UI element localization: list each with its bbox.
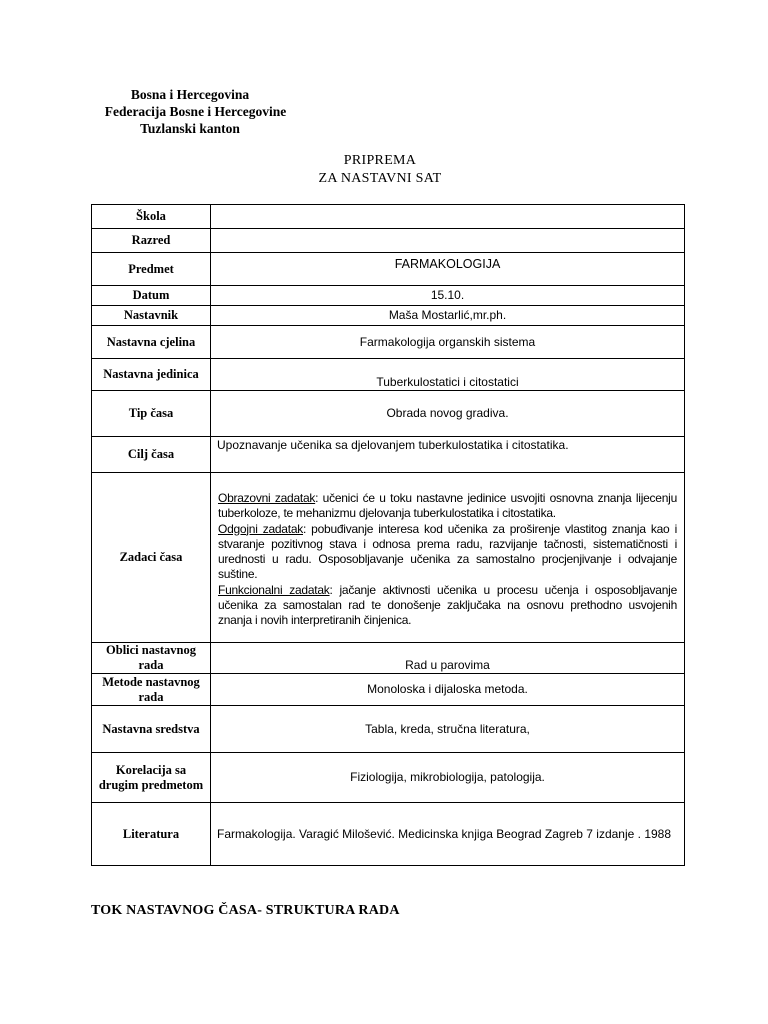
label-zadaci: Zadaci časa (92, 473, 211, 643)
label-datum: Datum (92, 286, 211, 306)
label-tip: Tip časa (92, 391, 211, 437)
row-zadaci (92, 473, 685, 643)
row-sredstva (92, 706, 685, 753)
value-tip: Obrada novog gradiva. (211, 391, 685, 437)
lesson-plan-table (91, 204, 685, 866)
row-datum (92, 286, 685, 306)
value-cjelina: Farmakologija organskih sistema (211, 326, 685, 359)
value-skola (211, 205, 685, 229)
row-tip (92, 391, 685, 437)
value-predmet: FARMAKOLOGIJA (211, 253, 685, 286)
row-razred (92, 229, 685, 253)
row-metode (92, 674, 685, 706)
value-razred (211, 229, 685, 253)
value-datum: 15.10. (211, 286, 685, 306)
label-metode: Metode nastavnog rada (92, 674, 211, 706)
zadaci-paragraph (211, 473, 684, 629)
value-metode: Monoloska i dijaloska metoda. (211, 674, 685, 706)
label-oblici: Oblici nastavnog rada (92, 643, 211, 674)
section-heading: TOK NASTAVNOG ČASA- STRUKTURA RADA (91, 903, 400, 918)
value-zadaci (211, 473, 685, 643)
funkcionalni-text: : jačanje aktivnosti učenika u procesu učenja i osposobljavanje učenika za samostalan rad te donošenje zaključaka na osnovu prethodno usvojenih znanja i novih interpretiranih činjenica. (218, 582, 677, 628)
value-korelacija: Fiziologija, mikrobiologija, patologija. (211, 753, 685, 803)
document-subtitle: ZA NASTAVNI SAT (318, 171, 442, 186)
header-canton: Tuzlanski kanton (140, 121, 240, 136)
obrazovni-text: : učenici će u toku nastavne jedinice usvojiti osnovna znanja lijecenju tuberkoloze, te mehanizmu djelovanja tuberkulostatika i citostatika. (218, 491, 677, 521)
label-jedinica: Nastavna jedinica (92, 359, 211, 391)
row-cjelina (92, 326, 685, 359)
label-razred: Razred (92, 229, 211, 253)
odgojni-label: Odgojni zadatak (218, 521, 303, 536)
header-federation: Federacija Bosne i Hercegovine (104, 104, 287, 119)
value-cilj: Upoznavanje učenika sa djelovanjem tuberkulostatika i citostatika. (211, 437, 685, 473)
value-literatura: Farmakologija. Varagić Milošević. Medicinska knjiga Beograd Zagreb 7 izdanje . 1988 (211, 803, 685, 866)
label-predmet: Predmet (92, 253, 211, 286)
label-nastavnik: Nastavnik (92, 306, 211, 326)
label-sredstva: Nastavna sredstva (92, 706, 211, 753)
value-jedinica: Tuberkulostatici i citostatici (211, 359, 685, 391)
label-skola: Škola (92, 205, 211, 229)
row-nastavnik (92, 306, 685, 326)
row-jedinica (92, 359, 685, 391)
value-oblici: Rad u parovima (211, 643, 685, 674)
header-country: Bosna i Hercegovina (130, 87, 250, 102)
value-nastavnik: Maša Mostarlić,mr.ph. (211, 306, 685, 326)
row-literatura (92, 803, 685, 866)
value-sredstva: Tabla, kreda, stručna literatura, (211, 706, 685, 753)
row-cilj (92, 437, 685, 473)
label-cjelina: Nastavna cjelina (92, 326, 211, 359)
row-oblici (92, 643, 685, 674)
row-predmet (92, 253, 685, 286)
document-title: PRIPREMA (343, 153, 417, 168)
row-korelacija (92, 753, 685, 803)
label-cilj: Cilj časa (92, 437, 211, 473)
odgojni-text: : pobuđivanje interesa kod učenika za proširenje vlastitog znanja kao i stvaranje pozitivnog stava i odnosa prema radu, razvijanje tačnosti, sistematičnosti i urednosti u radu. Osposobljavanje učenika za samostalno procjenjivanje i odvajanje suštine. (218, 521, 677, 582)
label-literatura: Literatura (92, 803, 211, 866)
row-skola (92, 205, 685, 229)
funkcionalni-label: Funkcionalni zadatak (218, 582, 330, 597)
label-korelacija: Korelacija sa drugim predmetom (92, 753, 211, 803)
obrazovni-label: Obrazovni zadatak (218, 491, 316, 505)
